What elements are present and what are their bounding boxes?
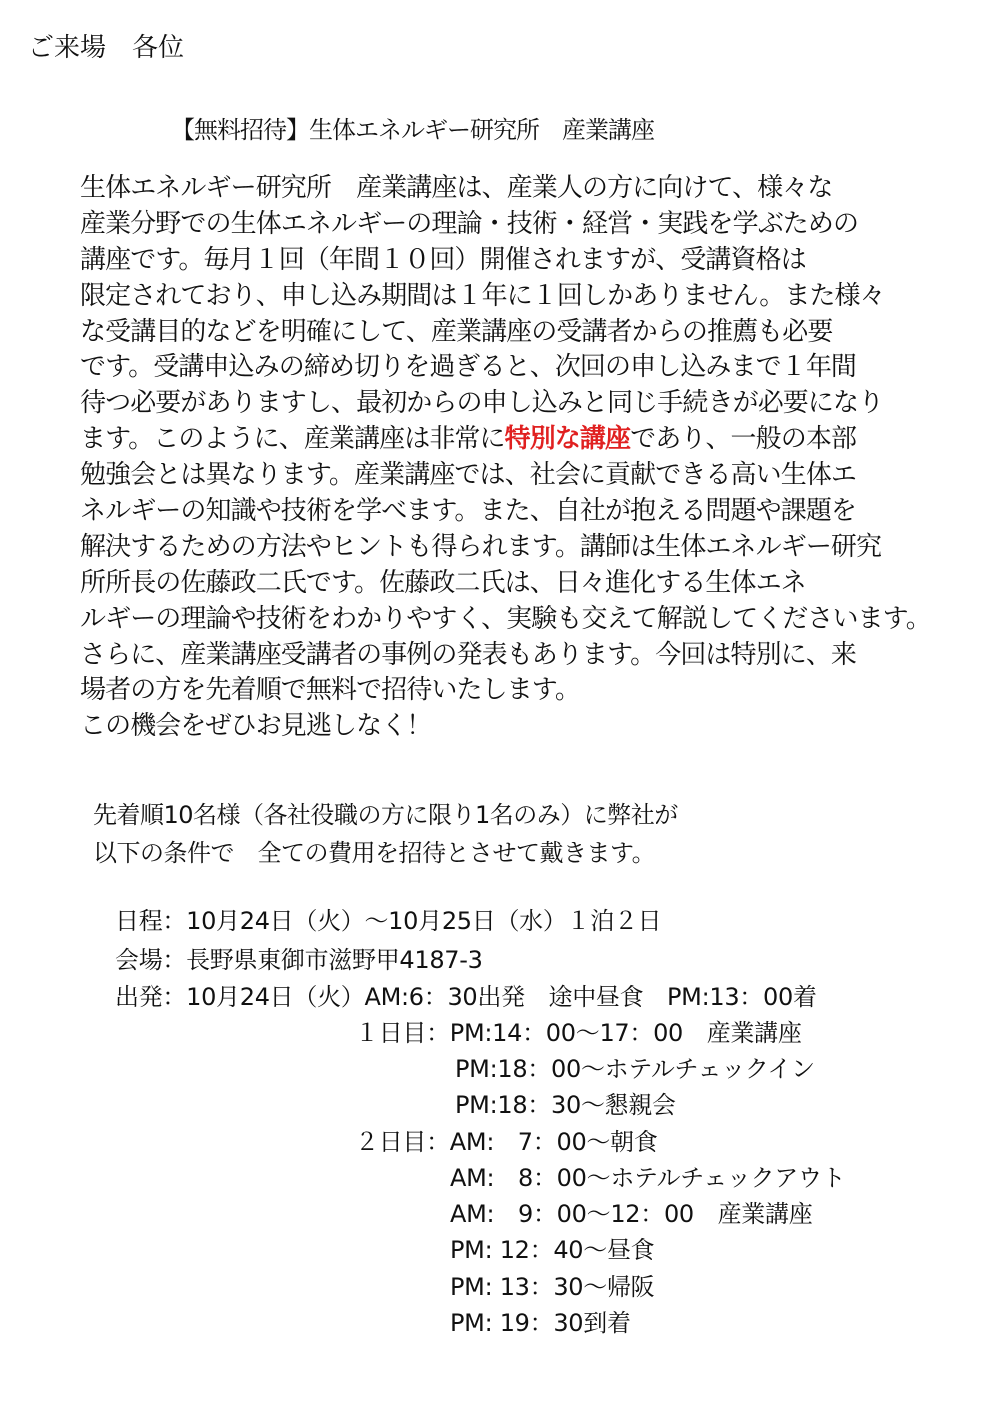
schedule-day2-item: AM: 9：00～12：00 産業講座: [450, 1200, 813, 1228]
highlight-before: ます。このように、産業講座は非常に: [80, 424, 505, 455]
body-line: 産業分野での生体エネルギーの理論・技術・経営・実践を学ぶための: [80, 208, 859, 239]
offer-line: 先着順10名様（各社役職の方に限り1名のみ）に弊社が: [93, 801, 678, 829]
body-line: ルギーの理論や技術をわかりやすく、実験も交えて解説してくださいます。: [80, 603, 931, 634]
salutation: ご来場 各位: [28, 33, 185, 63]
schedule-day1-item: PM:18：00～ホテルチェックイン: [455, 1055, 815, 1083]
schedule-date: 日程：10月24日（火）～10月25日（水）１泊２日: [115, 907, 662, 935]
body-line: 場者の方を先着順で無料で招待いたします。: [80, 675, 580, 706]
schedule-day1-item: １日目：PM:14：00～17：00 産業講座: [355, 1019, 802, 1047]
body-line: な受講目的などを明確にして、産業講座の受講者からの推薦も必要: [80, 316, 833, 347]
highlight-after: であり、一般の本部: [630, 424, 857, 455]
schedule-venue: 会場：長野県東御市滋野甲4187-3: [115, 946, 483, 974]
offer-line: 以下の条件で 全ての費用を招待とさせて戴きます。: [93, 839, 656, 867]
schedule-day2-item: PM: 13：30～帰阪: [450, 1273, 655, 1301]
body-line: 所所長の佐藤政二氏です。佐藤政二氏は、日々進化する生体エネ: [80, 567, 806, 598]
highlight-text: 特別な講座: [504, 424, 631, 455]
schedule-day1-item: PM:18：30～懇親会: [455, 1091, 676, 1119]
body-line: 待つ必要がありますし、最初からの申し込みと同じ手続きが必要になり: [80, 388, 884, 419]
body-line: 限定されており、申し込み期間は１年に１回しかありません。また様々: [80, 280, 885, 311]
schedule-departure: 出発：10月24日（火）AM:6：30出発 途中昼食 PM:13：00着: [115, 983, 817, 1011]
body-line-highlight: [80, 422, 931, 458]
body-line: 生体エネルギー研究所 産業講座は、産業人の方に向けて、様々な: [80, 173, 833, 203]
body-line: 勉強会とは異なります。産業講座では、社会に貢献できる高い生体エ: [80, 460, 857, 491]
schedule-day2-item: AM: 8：00～ホテルチェックアウト: [450, 1164, 846, 1192]
schedule-day2-item: ２日目：AM: 7：00～朝食: [355, 1128, 658, 1156]
body-line: さらに、産業講座受講者の事例の発表もあります。今回は特別に、来: [80, 639, 857, 670]
body-line: 講座です。毎月１回（年間１０回）開催されますが、受講資格は: [80, 244, 806, 275]
schedule-day2-item: PM: 19：30到着: [450, 1309, 631, 1337]
schedule-day2-item: PM: 12：40～昼食: [450, 1236, 655, 1264]
body-line: です。受講申込みの締め切りを過ぎると、次回の申し込みまで１年間: [80, 352, 857, 383]
offer-text: [93, 796, 678, 872]
body-line: この機会をぜひお見逃しなく！: [80, 711, 432, 742]
body-paragraph: [80, 171, 931, 745]
body-line: ネルギーの知識や技術を学べます。また、自社が抱える問題や課題を: [80, 496, 857, 527]
page-title: 【無料招待】生体エネルギー研究所 産業講座: [171, 116, 654, 144]
body-line: 解決するための方法やヒントも得られます。講師は生体エネルギー研究: [80, 531, 882, 562]
